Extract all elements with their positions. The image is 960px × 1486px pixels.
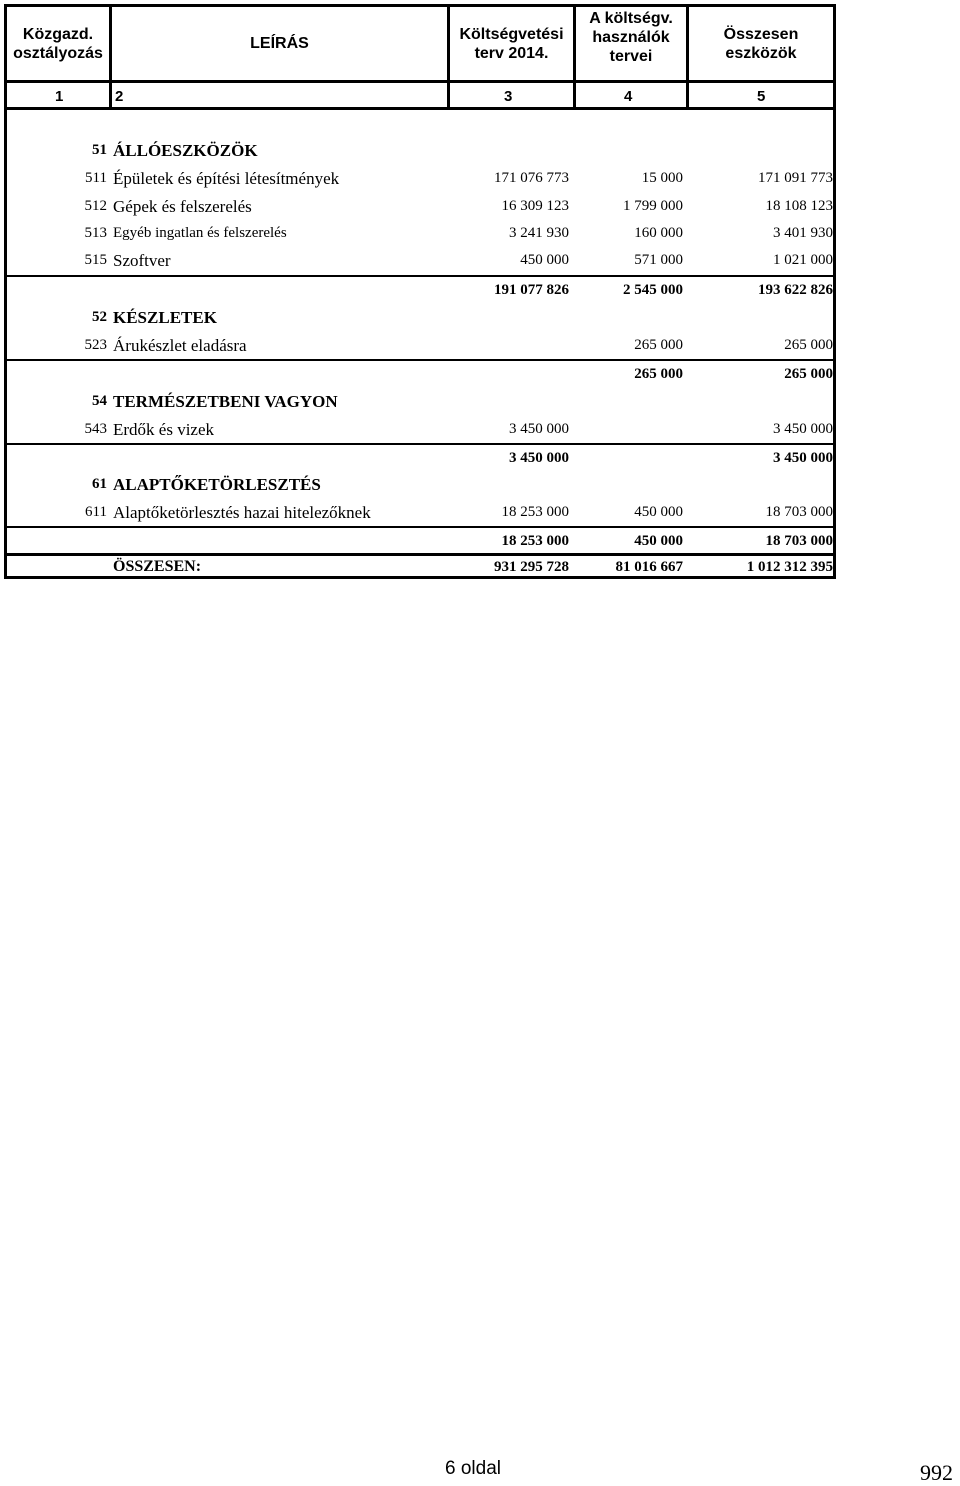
page-number: 992 <box>920 1460 953 1485</box>
page-label: 6 oldal <box>445 1458 501 1479</box>
section-row <box>7 137 833 164</box>
user-plans-value: 450 000 <box>634 504 683 520</box>
table-row <box>7 220 833 247</box>
item-code: 523 <box>84 337 107 353</box>
item-code: 611 <box>85 504 107 520</box>
user-plans-value: 571 000 <box>634 252 683 268</box>
section-code: 51 <box>92 142 107 158</box>
section-code: 54 <box>92 393 107 409</box>
section-title: ÁLLÓESZKÖZÖK <box>113 141 258 160</box>
column-number-3: 3 <box>504 88 513 105</box>
grand-total-label: ÖSSZESEN: <box>113 558 202 575</box>
header-budget-plan: Költségvetési terv 2014. <box>459 25 564 62</box>
item-description: Szoftver <box>113 251 171 270</box>
user-plans-subtotal: 2 545 000 <box>623 282 683 298</box>
total-assets-value: 265 000 <box>784 337 833 353</box>
section-title: ALAPTŐKETÖRLESZTÉS <box>113 475 321 494</box>
header-divider <box>109 7 112 110</box>
user-plans-value: 265 000 <box>634 337 683 353</box>
total-assets-value: 3 401 930 <box>773 225 833 241</box>
subtotal-row <box>7 528 833 555</box>
column-number-1: 1 <box>55 88 64 105</box>
column-number-4: 4 <box>624 88 633 105</box>
section-row <box>7 304 833 331</box>
subtotal-row <box>7 361 833 388</box>
item-description: Épületek és építési létesítmények <box>113 169 340 188</box>
total-assets-subtotal: 18 703 000 <box>765 533 833 549</box>
header-rule <box>7 107 833 110</box>
header-rule <box>7 80 833 83</box>
budget-plan-value: 3 450 000 <box>509 421 569 437</box>
budget-plan-value: 171 076 773 <box>494 170 569 186</box>
header-divider <box>447 7 450 110</box>
item-code: 515 <box>84 252 107 268</box>
section-title: TERMÉSZETBENI VAGYON <box>113 392 338 411</box>
header-divider <box>686 7 689 110</box>
user-plans-value: 15 000 <box>641 170 683 186</box>
user-plans-subtotal: 450 000 <box>634 533 683 549</box>
table-row <box>7 416 833 443</box>
total-assets-value: 1 021 000 <box>773 252 833 268</box>
header-classification: Közgazd. osztályozás <box>13 25 103 62</box>
item-code: 512 <box>84 198 107 214</box>
budget-table <box>4 4 836 579</box>
item-code: 543 <box>84 421 107 437</box>
item-description: Árukészlet eladásra <box>113 336 247 355</box>
section-row <box>7 471 833 498</box>
total-assets-subtotal: 193 622 826 <box>758 282 833 298</box>
table-row <box>7 499 833 526</box>
item-description: Erdők és vizek <box>113 420 215 439</box>
column-number-5: 5 <box>757 88 766 105</box>
total-assets-value: 18 703 000 <box>765 504 833 520</box>
section-row <box>7 388 833 415</box>
total-assets-value: 3 450 000 <box>773 421 833 437</box>
item-description: Gépek és felszerelés <box>113 197 252 216</box>
column-number-2: 2 <box>115 88 124 105</box>
table-row <box>7 247 833 274</box>
section-code: 61 <box>92 476 107 492</box>
user-plans-value: 1 799 000 <box>623 198 683 214</box>
table-row <box>7 165 833 192</box>
table-row <box>7 193 833 220</box>
budget-plan-value: 3 241 930 <box>509 225 569 241</box>
user-plans-value: 160 000 <box>634 225 683 241</box>
total-assets-subtotal: 3 450 000 <box>773 450 833 466</box>
header-description: LEÍRÁS <box>250 35 309 52</box>
section-code: 52 <box>92 309 107 325</box>
budget-plan-total: 931 295 728 <box>494 559 569 575</box>
budget-plan-value: 450 000 <box>520 252 569 268</box>
header-total-assets: Összesen eszközök <box>723 25 799 62</box>
budget-plan-subtotal: 3 450 000 <box>509 450 569 466</box>
header-divider <box>573 7 576 110</box>
total-assets-value: 171 091 773 <box>758 170 833 186</box>
total-assets-subtotal: 265 000 <box>784 366 833 382</box>
total-assets-total: 1 012 312 395 <box>746 559 833 575</box>
item-code: 511 <box>85 170 107 186</box>
user-plans-total: 81 016 667 <box>615 559 683 575</box>
item-description: Egyéb ingatlan és felszerelés <box>113 225 287 241</box>
table-row <box>7 332 833 359</box>
subtotal-row <box>7 277 833 304</box>
budget-plan-subtotal: 191 077 826 <box>494 282 569 298</box>
total-assets-value: 18 108 123 <box>765 198 833 214</box>
subtotal-row <box>7 445 833 472</box>
header-user-plans: A költségv. használók tervei <box>589 10 673 65</box>
section-title: KÉSZLETEK <box>113 308 217 327</box>
budget-plan-value: 18 253 000 <box>501 504 569 520</box>
budget-plan-value: 16 309 123 <box>501 198 569 214</box>
item-code: 513 <box>84 225 107 241</box>
user-plans-subtotal: 265 000 <box>634 366 683 382</box>
budget-plan-subtotal: 18 253 000 <box>501 533 569 549</box>
grand-total-row <box>7 556 833 576</box>
item-description: Alaptőketörlesztés hazai hitelezőknek <box>113 503 371 522</box>
